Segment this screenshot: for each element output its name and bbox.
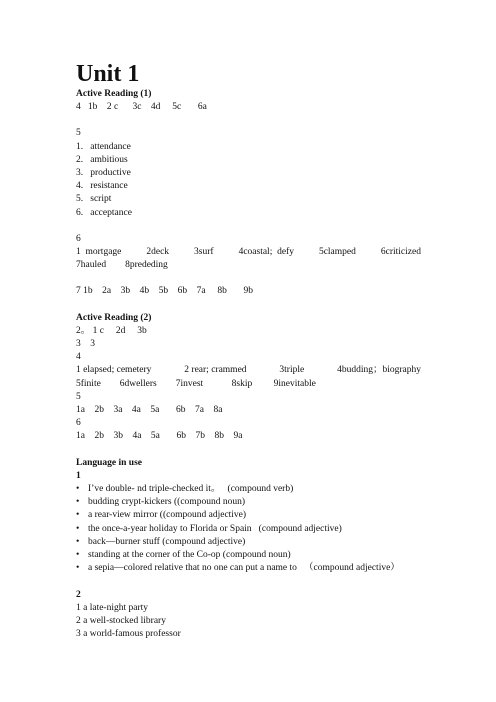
question-number-6: 6 bbox=[76, 418, 81, 429]
answer-line-q6: 1a 2b 3b 4a 5a 6b 7b 8b 9a bbox=[76, 431, 243, 442]
list-item-text: I’ve double- nd triple-checked it。 (compound verb) bbox=[88, 484, 294, 495]
answer-line-q4-1 bbox=[76, 364, 421, 377]
answer-item: 2 a well-stocked library bbox=[76, 615, 166, 626]
answer-item: 1. attendance bbox=[76, 141, 131, 152]
list-item bbox=[76, 549, 436, 562]
list-item-text: budding crypt-kickers ((compound noun) bbox=[88, 497, 245, 508]
question-number-4: 4 bbox=[76, 352, 81, 363]
answer-word: 3surf bbox=[194, 247, 214, 258]
list-item bbox=[76, 562, 436, 575]
answer-word: 2 rear; crammed bbox=[184, 365, 247, 376]
list-item bbox=[76, 523, 436, 536]
section-heading-active-reading-2: Active Reading (2) bbox=[76, 312, 152, 323]
answer-word: 5clamped bbox=[318, 247, 356, 258]
answer-line-q2: 2。 1 c 2d 3b bbox=[76, 325, 147, 336]
answer-item: 3. productive bbox=[76, 168, 131, 179]
question-number-5: 5 bbox=[76, 128, 81, 139]
list-item-text: a rear-view mirror ((compound adjective) bbox=[88, 510, 247, 521]
section-heading-active-reading-1: Active Reading (1) bbox=[76, 89, 152, 99]
answer-word: 1 elapsed; cemetery bbox=[76, 365, 152, 376]
answer-word: 6criticized bbox=[380, 247, 421, 258]
answer-item: 2. ambitious bbox=[76, 154, 128, 165]
list-item bbox=[76, 536, 436, 549]
question-number-2: 2 bbox=[76, 589, 81, 600]
question-number-5: 5 bbox=[76, 391, 81, 402]
bullet-icon: • bbox=[76, 523, 80, 534]
list-item bbox=[76, 496, 436, 509]
bullet-icon: • bbox=[76, 484, 80, 495]
unit-title: Unit 1 bbox=[76, 61, 140, 87]
answer-line-q6-1 bbox=[76, 246, 421, 259]
list-item-text: the once-a-year holiday to Florida or Spain (compound adjective) bbox=[88, 523, 342, 534]
answer-line-q6-2: 7hauled 8prededing bbox=[76, 260, 168, 271]
list-item bbox=[76, 509, 436, 522]
question-number-6: 6 bbox=[76, 233, 81, 244]
bullet-icon: • bbox=[76, 536, 80, 547]
answer-line-q3: 3 3 bbox=[76, 339, 95, 350]
bullet-icon: • bbox=[76, 550, 80, 561]
bullet-icon: • bbox=[76, 563, 80, 574]
answer-word: 4budding；biography bbox=[337, 365, 421, 376]
answer-item: 5. script bbox=[76, 194, 112, 205]
answer-line-q5: 1a 2b 3a 4a 5a 6b 7a 8a bbox=[76, 405, 223, 416]
question-number-1: 1 bbox=[76, 470, 81, 481]
answer-item: 3 a world-famous professor bbox=[76, 629, 181, 640]
answer-word: 3triple bbox=[279, 365, 305, 376]
answer-word: 4coastal; defy bbox=[238, 247, 294, 258]
document-page bbox=[76, 60, 436, 641]
answer-item: 6. acceptance bbox=[76, 207, 132, 218]
section-heading-language-in-use: Language in use bbox=[76, 457, 142, 468]
bullet-icon: • bbox=[76, 510, 80, 521]
answer-line-q7: 7 1b 2a 3b 4b 5b 6b 7a 8b 9b bbox=[76, 286, 254, 297]
answer-line-q4-2: 5finite 6dwellers 7invest 8skip 9inevitable bbox=[76, 378, 316, 389]
list-item bbox=[76, 483, 436, 496]
answer-item: 1 a late-night party bbox=[76, 602, 149, 613]
answer-line-q4: 4 1b 2 c 3c 4d 5c 6a bbox=[76, 102, 207, 113]
list-item-text: back—burner stuff (compound adjective) bbox=[88, 536, 246, 547]
list-item-text: a sepia—colored relative that no one can put a name to （compound adjective） bbox=[88, 563, 400, 574]
answer-item: 4. resistance bbox=[76, 181, 128, 192]
list-item-text: standing at the corner of the Co-op (compound noun) bbox=[88, 550, 291, 561]
bullet-icon: • bbox=[76, 497, 80, 508]
answer-word: 1 mortgage bbox=[76, 247, 122, 258]
answer-word: 2deck bbox=[146, 247, 170, 258]
